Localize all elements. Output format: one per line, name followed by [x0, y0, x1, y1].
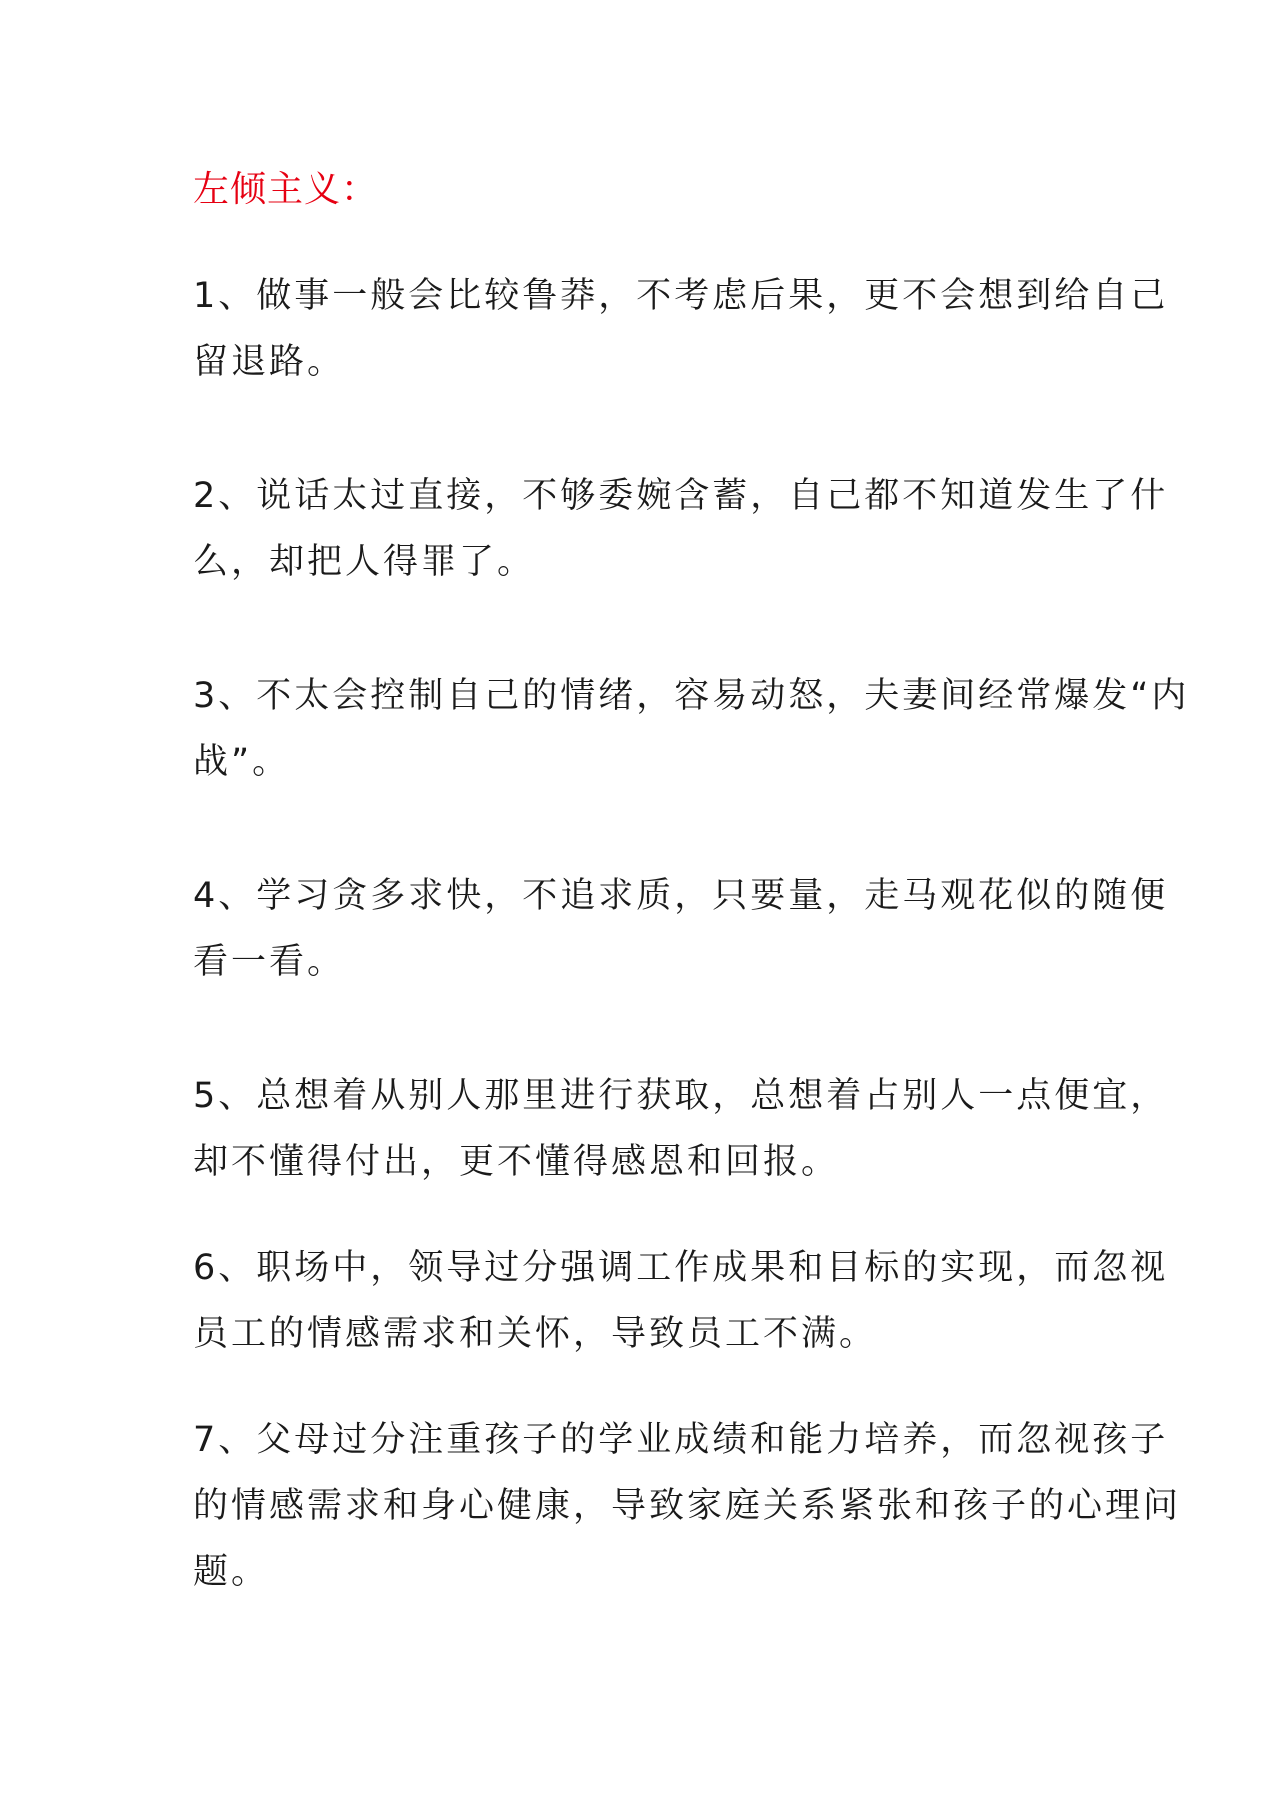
- list-item-4: [193, 863, 1169, 995]
- list-item-line: 么，却把人得罪了。: [193, 542, 536, 582]
- list-item-line: 4、学习贪多求快，不追求质，只要量，走马观花似的随便: [193, 876, 1169, 916]
- list-item-line: 5、总想着从别人那里进行获取，总想着占别人一点便宜，: [193, 1076, 1169, 1116]
- list-item-line: 2、说话太过直接，不够委婉含蓄，自己都不知道发生了什: [193, 476, 1169, 516]
- list-item-line: 员工的情感需求和关怀，导致员工不满。: [193, 1314, 878, 1354]
- list-item-line: 1、做事一般会比较鲁莽，不考虑后果，更不会想到给自己: [193, 276, 1169, 316]
- list-item-5: [193, 1063, 1169, 1195]
- list-item-line: 题。: [193, 1552, 270, 1592]
- list-item-3: [193, 663, 1190, 795]
- list-item-2: [193, 463, 1169, 595]
- list-item-line: 6、职场中，领导过分强调工作成果和目标的实现，而忽视: [193, 1248, 1169, 1288]
- list-item-line: 留退路。: [193, 342, 346, 382]
- list-item-line: 3、不太会控制自己的情绪，容易动怒，夫妻间经常爆发“内: [193, 676, 1190, 716]
- list-item-1: [193, 263, 1169, 395]
- list-item-line: 看一看。: [193, 942, 346, 982]
- list-item-line: 7、父母过分注重孩子的学业成绩和能力培养，而忽视孩子: [193, 1420, 1169, 1460]
- list-item-7: [193, 1407, 1182, 1605]
- list-item-6: [193, 1235, 1169, 1367]
- section-heading: 左倾主义：: [193, 169, 379, 210]
- list-item-line: 的情感需求和身心健康，导致家庭关系紧张和孩子的心理问: [193, 1486, 1182, 1526]
- list-item-line: 战”。: [193, 742, 291, 782]
- list-item-line: 却不懂得付出，更不懂得感恩和回报。: [193, 1142, 840, 1182]
